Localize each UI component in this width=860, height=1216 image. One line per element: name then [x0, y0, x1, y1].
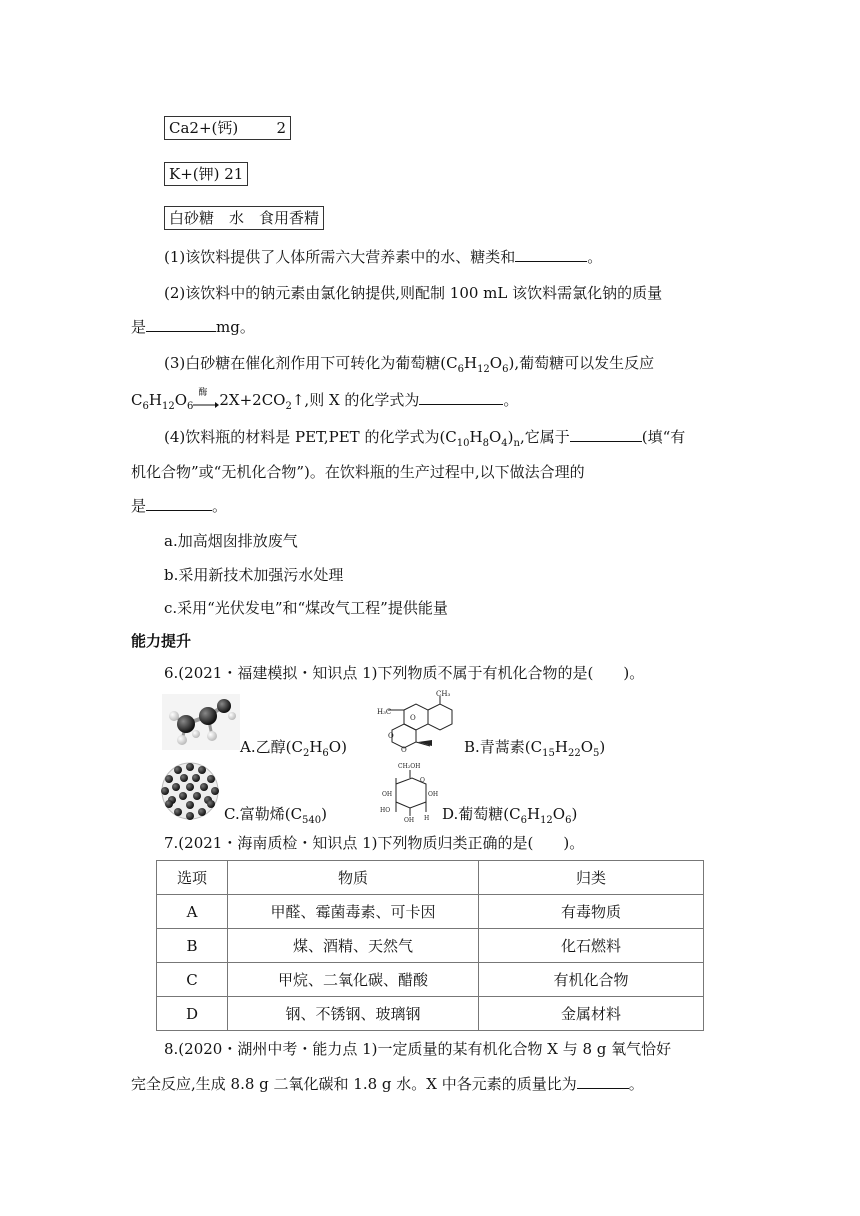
section-title: 能力提升	[131, 632, 192, 650]
q6-option-c: C.富勒烯$(C_{540})$	[224, 805, 327, 826]
reaction-arrow-icon	[193, 397, 219, 409]
ethanol-model-image	[162, 694, 240, 750]
q5-part4-line1: (4)饮料瓶的材料是 PET,PET 的化学式为$(C_{10}H_8O_4)_n$,它属于 (填“有	[164, 428, 686, 449]
q5-part4-text3: (填“有	[641, 428, 686, 446]
q5-part4-line2: 机化合物”或“无机化合物”)。在饮料瓶的生产过程中,以下做法合理的	[131, 463, 585, 481]
q7-stem: 7.(2021・海南质检・知识点 1)下列物质归类正确的是( )。	[164, 834, 585, 852]
option-a: a.加高烟囱排放废气	[164, 532, 298, 550]
answer-blank[interactable]	[419, 390, 503, 405]
label-row-calcium	[164, 116, 291, 140]
table-cell: 钢、不锈钢、玻璃钢	[228, 997, 479, 1031]
q5-part4-line3	[131, 495, 227, 516]
q5-part4-text2: 它属于	[524, 428, 570, 446]
q8-line2-end: 。	[628, 1075, 644, 1093]
q6-option-d: D.葡萄糖$(C_6H_{12}O_6)$	[442, 805, 578, 826]
q5-part2-lead: 是	[131, 318, 147, 336]
svg-text:OH: OH	[382, 791, 393, 798]
svg-text:HO: HO	[380, 807, 391, 814]
q5-part3-line2: $C_6H_{12}O_6$ 酶 $2X+2CO_2↑$,则 X 的化学式为 。	[131, 389, 518, 412]
svg-text:OH: OH	[404, 817, 415, 822]
answer-blank[interactable]	[146, 317, 216, 332]
svg-text:CH₂OH: CH₂OH	[398, 763, 421, 770]
answer-blank[interactable]	[570, 427, 642, 442]
table-row	[157, 929, 704, 963]
table-cell: B	[157, 929, 228, 963]
q5-part1-text: (1)该饮料提供了人体所需六大营养素中的水、糖类和	[164, 248, 516, 266]
q5-part2-line2	[131, 316, 255, 337]
table-cell: 有毒物质	[479, 895, 704, 929]
q6-option-a-label: A.乙醇(C	[240, 738, 303, 756]
table-row	[157, 895, 704, 929]
label-name: K+(钾)	[169, 165, 220, 183]
table-cell: 金属材料	[479, 997, 704, 1031]
table-cell: 甲醛、霉菌毒素、可卡因	[228, 895, 479, 929]
q5-part3-tail: 。	[503, 391, 519, 409]
svg-text:H₃C: H₃C	[377, 708, 392, 716]
q5-part3-text2: ),葡萄糖可以发生反应	[508, 354, 655, 372]
enzyme-arrow	[193, 388, 219, 407]
table-cell: 化石燃料	[479, 929, 704, 963]
svg-text:O: O	[420, 777, 425, 784]
q5-part1	[164, 246, 602, 267]
svg-text:CH₃: CH₃	[436, 690, 451, 698]
label-name: Ca2+(钙)	[169, 119, 239, 137]
label-value: 2	[276, 119, 286, 137]
q5-part3-end: ↑,则 X 的化学式为	[291, 391, 420, 409]
q8-line2	[131, 1073, 644, 1094]
svg-text:O: O	[388, 732, 394, 740]
column-header: 归类	[479, 861, 704, 895]
answer-blank[interactable]	[515, 247, 587, 262]
table-cell: 甲烷、二氧化碳、醋酸	[228, 963, 479, 997]
svg-text:OH: OH	[428, 791, 439, 798]
label-row-ingredients	[164, 206, 324, 230]
table-cell: D	[157, 997, 228, 1031]
table-cell: 有机化合物	[479, 963, 704, 997]
q5-part4-end: 。	[212, 497, 228, 515]
column-header: 选项	[157, 861, 228, 895]
q6-option-d-label: D.葡萄糖(C	[442, 805, 521, 823]
q5-part2-unit: mg。	[216, 318, 255, 336]
q6-option-b: B.青蒿素$(C_{15}H_{22}O_5)$	[464, 738, 606, 759]
artemisinin-structure-image	[374, 690, 464, 752]
label-row-potassium	[164, 162, 248, 186]
table-header-row	[157, 861, 704, 895]
table-row	[157, 963, 704, 997]
answer-blank[interactable]	[577, 1074, 629, 1089]
table-cell: 煤、酒精、天然气	[228, 929, 479, 963]
glucose-structure-image	[380, 762, 440, 822]
table-row	[157, 997, 704, 1031]
fullerene-image	[156, 760, 224, 822]
svg-text:H: H	[424, 815, 430, 822]
column-header: 物质	[228, 861, 479, 895]
q5-part3-text: (3)白砂糖在催化剂作用下可转化为葡萄糖(C	[164, 354, 458, 372]
q6-option-c-label: C.富勒烯(C	[224, 805, 303, 823]
label-value: 21	[224, 165, 244, 183]
q5-part2-line1: (2)该饮料中的钠元素由氯化钠提供,则配制 100 mL 该饮料需氯化钠的质量	[164, 284, 663, 302]
table-cell: C	[157, 963, 228, 997]
answer-blank[interactable]	[146, 496, 212, 511]
svg-text:O: O	[401, 746, 407, 752]
q5-part4-lead: 是	[131, 497, 147, 515]
q8-line2-text: 完全反应,生成 8.8 g 二氧化碳和 1.8 g 水。X 中各元素的质量比为	[131, 1075, 577, 1093]
enzyme-label: 酶	[198, 388, 208, 398]
q8-line1: 8.(2020・湖州中考・能力点 1)一定质量的某有机化合物 X 与 8 g 氧气恰好	[164, 1040, 672, 1058]
q6-option-b-label: B.青蒿素(C	[464, 738, 543, 756]
svg-text:O: O	[410, 714, 416, 722]
q6-stem: 6.(2021・福建模拟・知识点 1)下列物质不属于有机化合物的是( )。	[164, 664, 645, 682]
option-c: c.采用“光伏发电”和“煤改气工程”提供能量	[164, 599, 448, 617]
table-cell: A	[157, 895, 228, 929]
option-b: b.采用新技术加强污水处理	[164, 566, 344, 584]
q5-part3-line1: (3)白砂糖在催化剂作用下可转化为葡萄糖$(C_6H_{12}O_6)$,葡萄糖可以发生反应	[164, 354, 655, 375]
label-name: 白砂糖 水 食用香精	[169, 209, 320, 227]
q7-table	[156, 860, 704, 1031]
q5-part1-end: 。	[587, 248, 603, 266]
q6-option-a: A.乙醇$(C_2H_6O)$	[240, 738, 347, 759]
q5-part4-text: (4)饮料瓶的材料是 PET,PET 的化学式为(C	[164, 428, 457, 446]
